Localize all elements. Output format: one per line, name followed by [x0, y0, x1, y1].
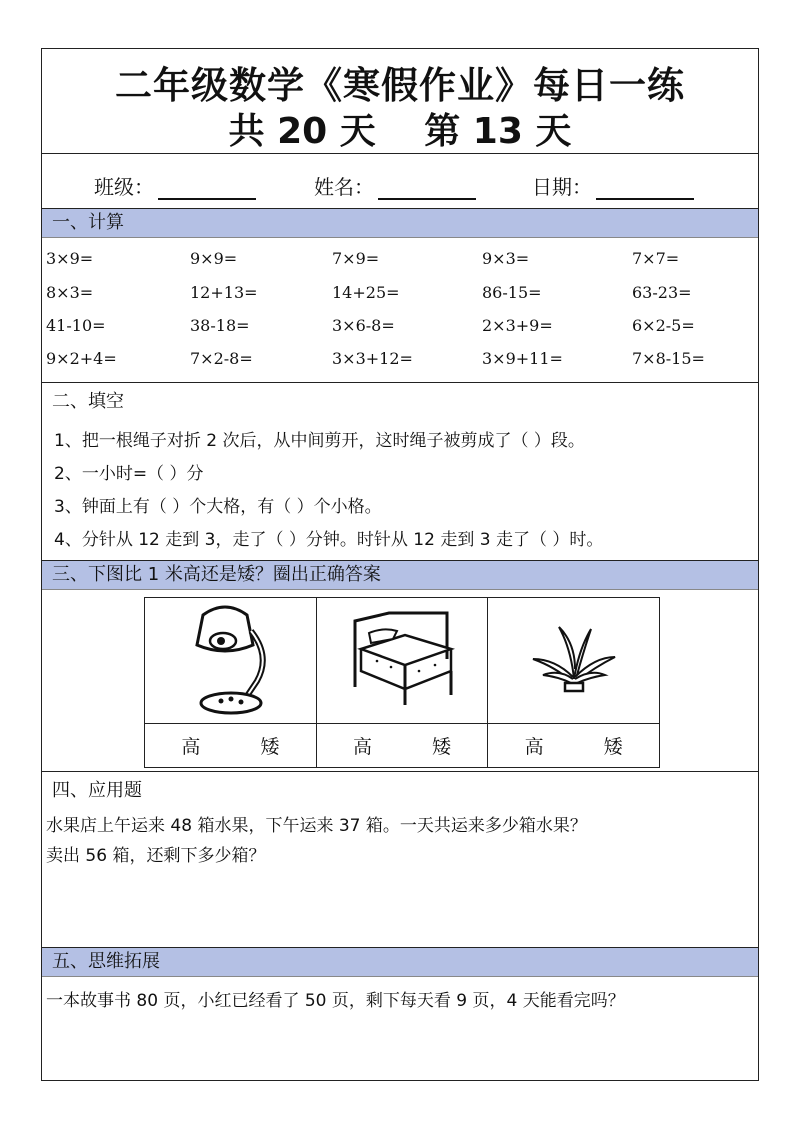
lamp-picture-cell — [145, 598, 317, 724]
class-blank[interactable] — [158, 178, 256, 200]
bed-picture-cell — [316, 598, 488, 724]
plant-icon — [529, 619, 619, 699]
student-info-row — [42, 153, 758, 208]
calc-problem: 9×9= — [190, 249, 238, 268]
tall-option[interactable]: 高 — [524, 736, 544, 758]
calc-problem: 3×9= — [46, 249, 94, 268]
calc-problem: 38-18= — [190, 316, 250, 335]
fill-item: 1、把一根绳子对折 2 次后，从中间剪开，这时绳子被剪成了（ ）段。 — [54, 431, 585, 451]
calc-problem: 7×7= — [632, 249, 680, 268]
calc-problem: 7×8-15= — [632, 349, 705, 368]
divider — [42, 382, 758, 383]
worksheet-frame — [41, 48, 759, 1081]
worksheet-title: 二年级数学《寒假作业》每日一练 — [115, 64, 685, 107]
calc-problem: 86-15= — [482, 283, 542, 302]
calc-problem: 14+25= — [332, 283, 400, 302]
word-problem-line: 卖出 56 箱，还剩下多少箱？ — [46, 846, 266, 866]
height-choice-table — [144, 597, 660, 768]
date-field[interactable] — [532, 171, 694, 200]
section-fill-heading: 二、填空 — [52, 391, 124, 412]
short-option[interactable]: 矮 — [603, 736, 623, 758]
calc-problem: 6×2-5= — [632, 316, 695, 335]
lamp-icon — [185, 601, 275, 716]
calc-problem: 9×3= — [482, 249, 530, 268]
calc-problem: 3×9+11= — [482, 349, 563, 368]
total-days: 共 20 天 — [228, 111, 376, 152]
name-field[interactable] — [314, 171, 476, 200]
plant-picture-cell — [488, 598, 660, 724]
calc-problem: 3×6-8= — [332, 316, 395, 335]
name-label: 姓名： — [314, 175, 374, 199]
section-word-heading: 四、应用题 — [52, 780, 142, 801]
calc-problem: 7×9= — [332, 249, 380, 268]
title-box — [42, 49, 758, 154]
calc-problem: 2×3+9= — [482, 316, 553, 335]
class-field[interactable] — [94, 171, 256, 200]
calc-problem: 7×2-8= — [190, 349, 253, 368]
calc-problem: 8×3= — [46, 283, 94, 302]
fill-item: 3、钟面上有（ ）个大格，有（ ）个小格。 — [54, 497, 382, 517]
plant-options — [488, 724, 660, 768]
fill-item: 4、分针从 12 走到 3，走了（ ）分钟。时针从 12 走到 3 走了（ ）时。 — [54, 530, 604, 550]
word-problem-line: 水果店上午运来 48 箱水果，下午运来 37 箱。一天共运来多少箱水果？ — [46, 816, 587, 836]
think-problem-line: 一本故事书 80 页，小红已经看了 50 页，剩下每天看 9 页，4 天能看完吗？ — [46, 991, 625, 1011]
section-height-heading: 三、下图比 1 米高还是矮？圈出正确答案 — [42, 560, 758, 590]
calc-problem: 41-10= — [46, 316, 106, 335]
calc-problem: 12+13= — [190, 283, 258, 302]
calc-problem: 3×3+12= — [332, 349, 413, 368]
tall-option[interactable]: 高 — [181, 736, 201, 758]
section-think-heading: 五、思维拓展 — [42, 947, 758, 977]
date-blank[interactable] — [596, 178, 694, 200]
fill-item: 2、一小时=（ ）分 — [54, 464, 204, 484]
short-option[interactable]: 矮 — [260, 736, 280, 758]
bed-options — [316, 724, 488, 768]
bed-icon — [347, 609, 457, 709]
current-day: 第 13 天 — [424, 111, 572, 152]
calc-problem: 63-23= — [632, 283, 692, 302]
section-calc-heading: 一、计算 — [42, 208, 758, 238]
date-label: 日期： — [532, 175, 592, 199]
calc-problem: 9×2+4= — [46, 349, 117, 368]
calc-grid — [42, 238, 758, 382]
tall-option[interactable]: 高 — [352, 736, 372, 758]
class-label: 班级： — [94, 175, 154, 199]
day-counter — [42, 103, 758, 154]
name-blank[interactable] — [378, 178, 476, 200]
lamp-options — [145, 724, 317, 768]
short-option[interactable]: 矮 — [431, 736, 451, 758]
divider — [42, 771, 758, 772]
